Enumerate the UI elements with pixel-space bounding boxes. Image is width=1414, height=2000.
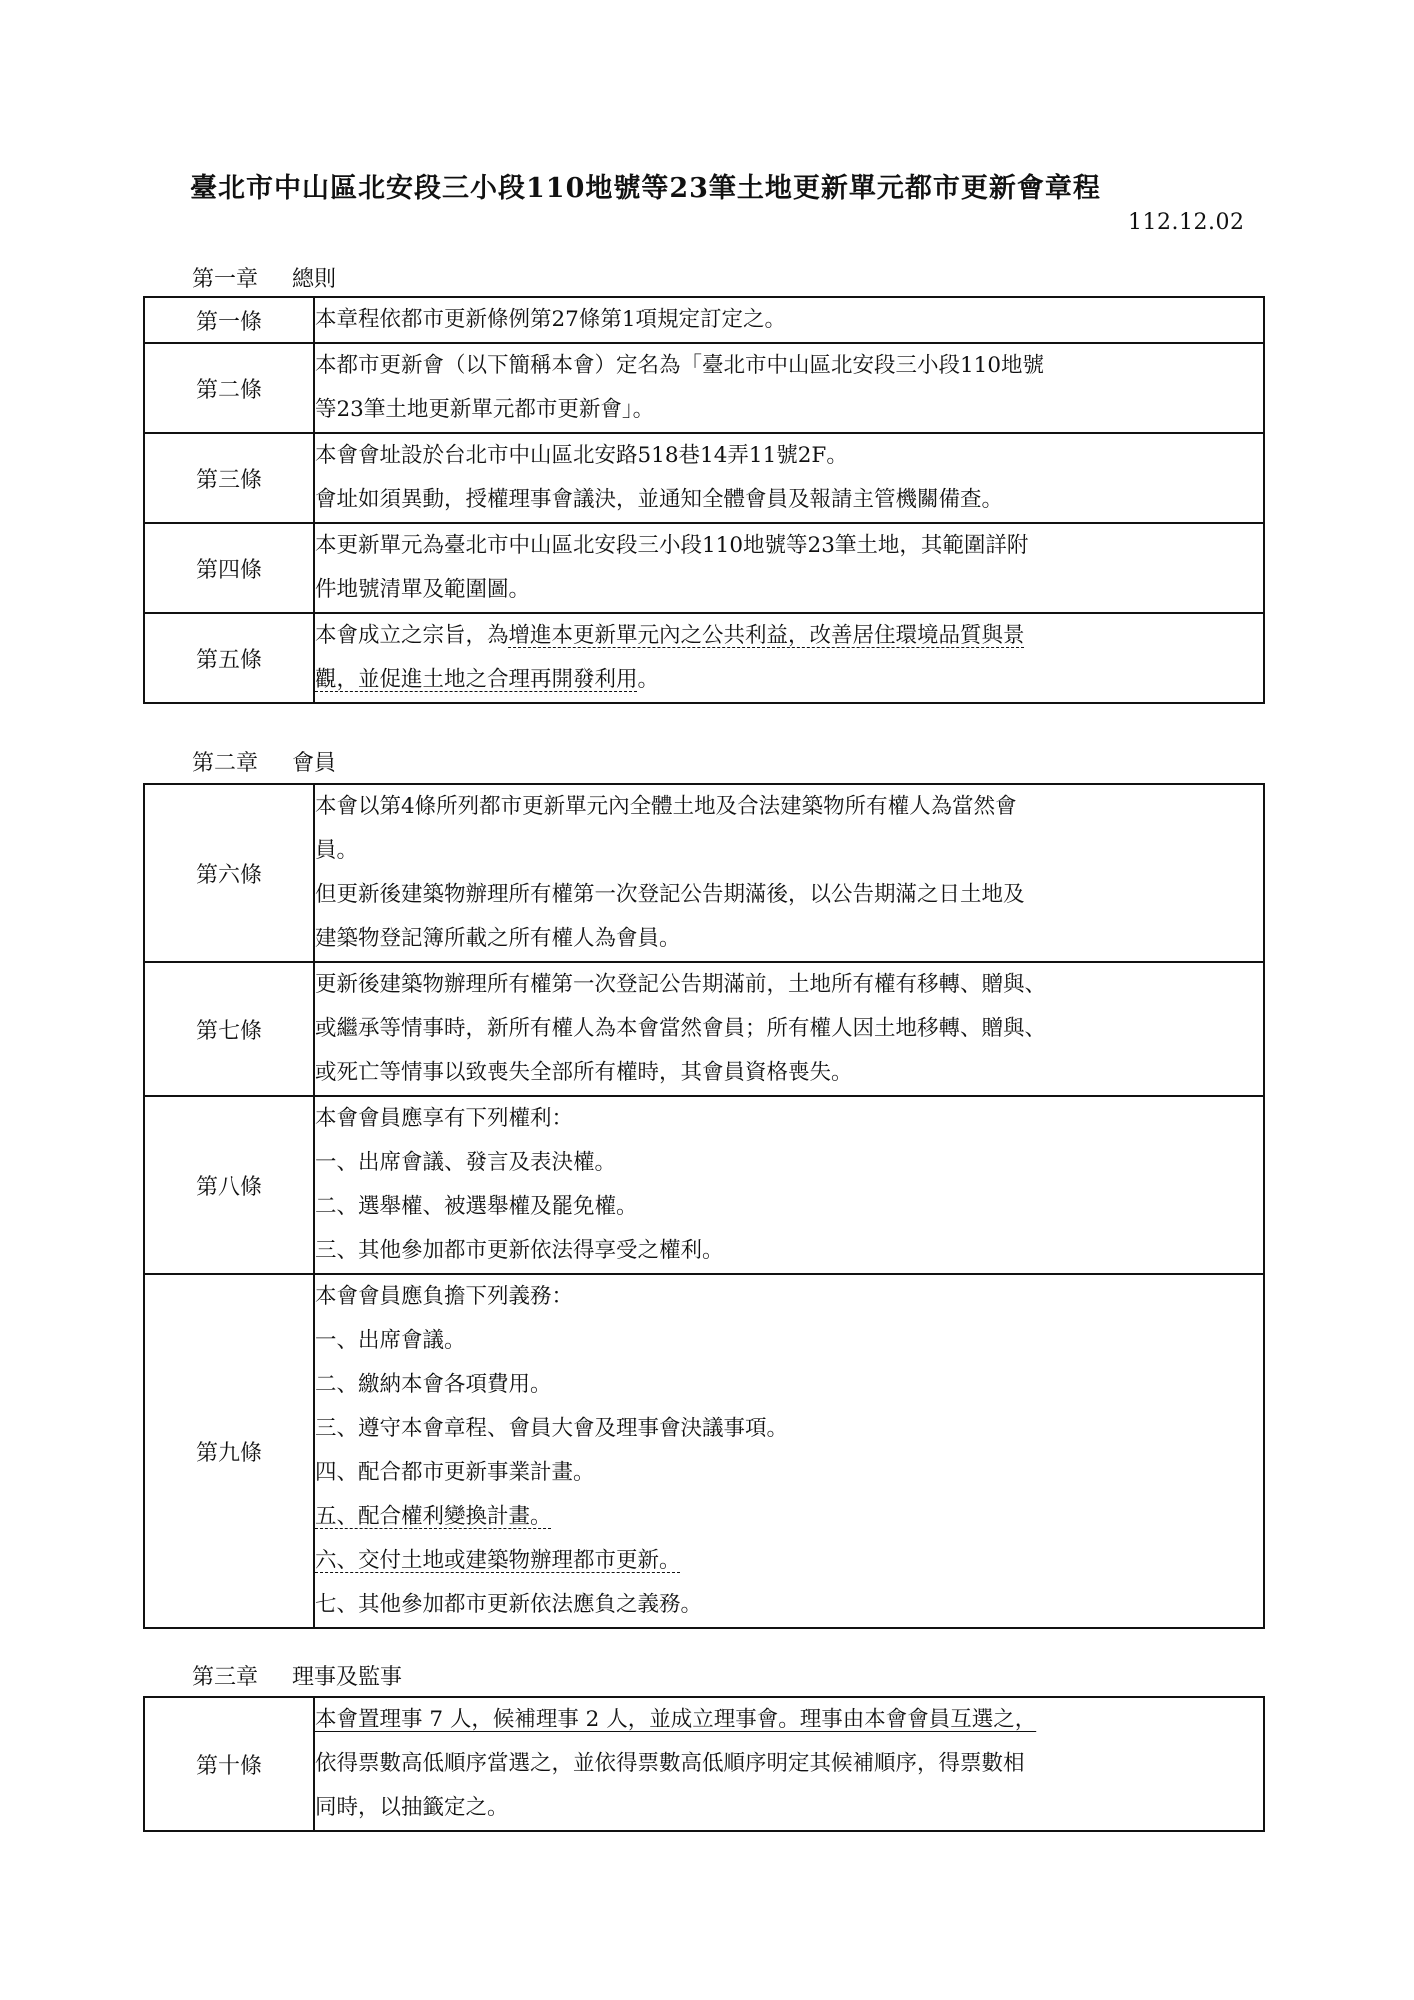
article-line: 二、選舉權、被選舉權及罷免權。 xyxy=(315,1194,638,1219)
article-line: 或繼承等情事時，新所有權人為本會當然會員；所有權人因土地移轉、贈與、 xyxy=(315,1016,1047,1041)
article-line: 本會會員應享有下列權利： xyxy=(315,1106,574,1131)
article-number: 第一條 xyxy=(144,297,314,343)
article-line: 本會以第4條所列都市更新單元內全體土地及合法建築物所有權人為當然會 xyxy=(315,794,1017,819)
article-number: 第九條 xyxy=(144,1274,314,1628)
article-text xyxy=(314,523,1264,613)
line-text: 本會成立之宗旨，為 xyxy=(315,623,509,648)
article-row-10 xyxy=(144,1697,1264,1831)
article-row-3 xyxy=(144,433,1264,523)
article-line xyxy=(315,1495,1263,1539)
article-text xyxy=(314,433,1264,523)
chapter-name: 理事及監事 xyxy=(292,1665,403,1690)
chapter-name: 總則 xyxy=(292,267,337,292)
article-number: 第七條 xyxy=(144,962,314,1096)
underlined-text: 六、交付土地或建築物辦理都市更新。 xyxy=(315,1548,681,1573)
article-row-1 xyxy=(144,297,1264,343)
article-line xyxy=(315,658,1263,702)
article-row-9 xyxy=(144,1274,1264,1628)
underlined-text: 觀，並促進土地之合理再開發利用 xyxy=(315,667,638,692)
article-number: 第六條 xyxy=(144,784,314,962)
article-line: 件地號清單及範圍圖。 xyxy=(315,577,531,602)
article-line: 四、配合都市更新事業計畫。 xyxy=(315,1460,595,1485)
article-text xyxy=(314,1697,1264,1831)
article-line: 本會會址設於台北市中山區北安路518巷14弄11號2F。 xyxy=(315,443,848,468)
chapter-3-table xyxy=(143,1696,1265,1832)
underlined-text: 五、配合權利變換計畫。 xyxy=(315,1504,552,1529)
underlined-text: 增進本更新單元內之公共利益，改善居住環境品質與景 xyxy=(508,623,1025,648)
article-line xyxy=(315,1698,1263,1742)
chapter-heading-3 xyxy=(192,1660,402,1691)
article-text xyxy=(314,1274,1264,1628)
article-line: 同時，以抽籤定之。 xyxy=(315,1795,509,1820)
article-line: 本都市更新會（以下簡稱本會）定名為「臺北市中山區北安段三小段110地號 xyxy=(315,353,1045,378)
article-line: 依得票數高低順序當選之，並依得票數高低順序明定其候補順序，得票數相 xyxy=(315,1751,1025,1776)
article-number: 第八條 xyxy=(144,1096,314,1274)
article-row-5 xyxy=(144,613,1264,703)
chapter-name: 會員 xyxy=(292,751,337,776)
article-line: 一、出席會議、發言及表決權。 xyxy=(315,1150,617,1175)
article-line: 三、其他參加都市更新依法得享受之權利。 xyxy=(315,1238,724,1263)
article-line: 等23筆土地更新單元都市更新會」。 xyxy=(315,397,655,422)
line-text: 。 xyxy=(637,667,660,692)
chapter-heading-2 xyxy=(192,746,336,777)
article-number: 第五條 xyxy=(144,613,314,703)
article-line xyxy=(315,614,1263,658)
article-line: 一、出席會議。 xyxy=(315,1328,466,1353)
article-text xyxy=(314,784,1264,962)
article-line: 建築物登記簿所載之所有權人為會員。 xyxy=(315,926,681,951)
article-row-2 xyxy=(144,343,1264,433)
chapter-number: 第一章 xyxy=(192,267,259,292)
article-line: 會址如須異動，授權理事會議決，並通知全體會員及報請主管機關備查。 xyxy=(315,487,1004,512)
document-title: 臺北市中山區北安段三小段110地號等23筆土地更新單元都市更新會章程 xyxy=(190,173,1101,204)
document-date: 112.12.02 xyxy=(1128,210,1245,235)
article-line: 三、遵守本會章程、會員大會及理事會決議事項。 xyxy=(315,1416,789,1441)
article-text xyxy=(314,343,1264,433)
article-line: 更新後建築物辦理所有權第一次登記公告期滿前，土地所有權有移轉、贈與、 xyxy=(315,972,1047,997)
chapter-1-table xyxy=(143,296,1265,704)
article-line: 本會會員應負擔下列義務： xyxy=(315,1284,574,1309)
article-number: 第二條 xyxy=(144,343,314,433)
article-row-8 xyxy=(144,1096,1264,1274)
article-text xyxy=(314,962,1264,1096)
article-line: 本更新單元為臺北市中山區北安段三小段110地號等23筆土地，其範圍詳附 xyxy=(315,533,1029,558)
article-number: 第十條 xyxy=(144,1697,314,1831)
article-line: 七、其他參加都市更新依法應負之義務。 xyxy=(315,1592,703,1617)
chapter-2-table xyxy=(143,783,1265,1629)
article-line: 但更新後建築物辦理所有權第一次登記公告期滿後，以公告期滿之日土地及 xyxy=(315,882,1025,907)
article-line: 員。 xyxy=(315,838,359,863)
article-line xyxy=(315,1539,1263,1583)
article-line: 二、繳納本會各項費用。 xyxy=(315,1372,552,1397)
article-row-7 xyxy=(144,962,1264,1096)
article-line: 或死亡等情事以致喪失全部所有權時，其會員資格喪失。 xyxy=(315,1060,853,1085)
article-line: 本章程依都市更新條例第27條第1項規定訂定之。 xyxy=(315,307,787,332)
article-row-6 xyxy=(144,784,1264,962)
chapter-heading-1 xyxy=(192,262,336,293)
article-text xyxy=(314,1096,1264,1274)
article-number: 第四條 xyxy=(144,523,314,613)
underlined-text: 本會置理事 7 人，候補理事 2 人，並成立理事會。理事由本會會員互選之， xyxy=(315,1707,1037,1732)
article-number: 第三條 xyxy=(144,433,314,523)
chapter-number: 第二章 xyxy=(192,751,259,776)
article-text xyxy=(314,297,1264,343)
article-text xyxy=(314,613,1264,703)
chapter-number: 第三章 xyxy=(192,1665,259,1690)
article-row-4 xyxy=(144,523,1264,613)
